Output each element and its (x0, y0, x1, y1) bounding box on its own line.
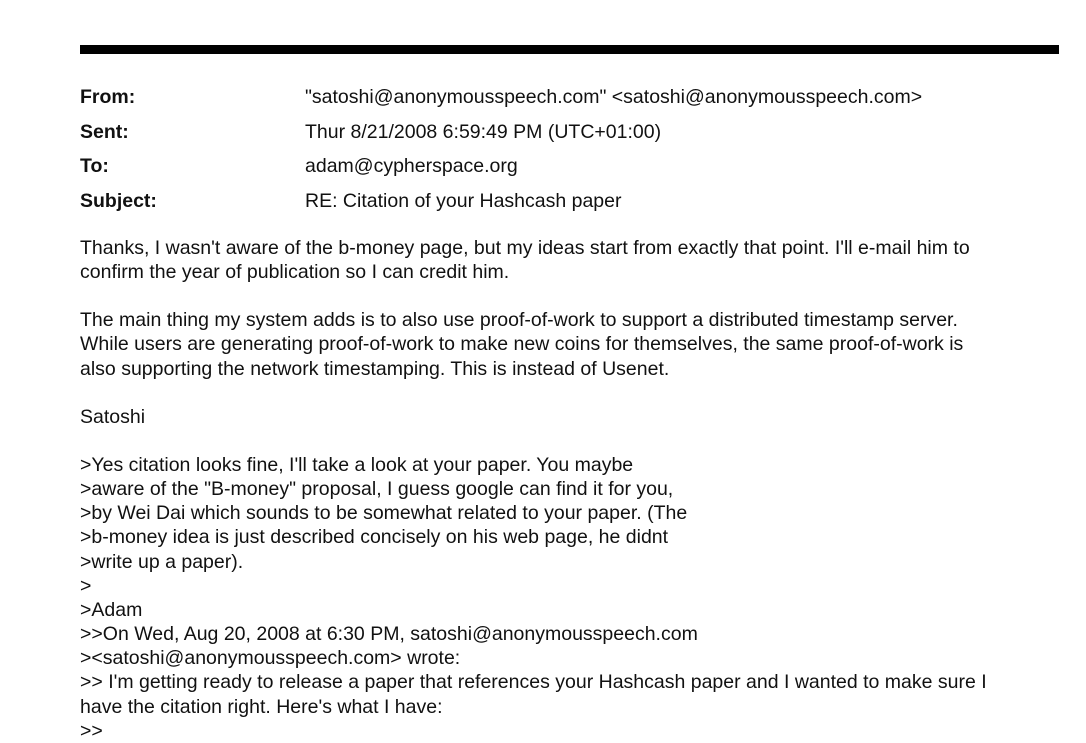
body-line: While users are generating proof-of-work to make new coins for themselves, the same proof-of-work is (80, 333, 964, 356)
quoted-line: > (80, 574, 92, 597)
from-value: "satoshi@anonymousspeech.com" <satoshi@anonymousspeech.com> (305, 86, 923, 108)
email-header (80, 84, 1060, 222)
quoted-line: >> (80, 719, 103, 742)
sent-row (80, 119, 1060, 154)
quoted-line: >Adam (80, 598, 143, 621)
paragraph-2 (80, 308, 1060, 381)
sent-value: Thur 8/21/2008 6:59:49 PM (UTC+01:00) (305, 120, 662, 143)
from-row (80, 84, 1060, 119)
quoted-line: >b-money idea is just described concisely on his web page, he didnt (80, 526, 669, 549)
from-label: From: (80, 86, 136, 108)
header-divider-rule (80, 45, 1059, 54)
quoted-line: ><satoshi@anonymousspeech.com> wrote: (80, 647, 461, 670)
quoted-line: >>On Wed, Aug 20, 2008 at 6:30 PM, satoshi@anonymousspeech.com (80, 623, 698, 646)
body-line: The main thing my system adds is to also use proof-of-work to support a distributed timestamp server. (80, 309, 958, 332)
quoted-line: >> I'm getting ready to release a paper that references your Hashcash paper and I wanted to make sure I (80, 671, 987, 694)
quoted-line: >by Wei Dai which sounds to be somewhat related to your paper. (The (80, 502, 688, 525)
paragraph-1 (80, 236, 1060, 284)
quoted-line: >Yes citation looks fine, I'll take a look at your paper. You maybe (80, 453, 634, 476)
to-row (80, 153, 1060, 188)
quoted-line: >write up a paper). (80, 550, 244, 573)
sent-label: Sent: (80, 120, 129, 143)
email-body (80, 236, 1060, 743)
to-value: adam@cypherspace.org (305, 155, 518, 177)
subject-value: RE: Citation of your Hashcash paper (305, 189, 622, 212)
to-label: To: (80, 155, 109, 177)
quoted-line: have the citation right. Here's what I have: (80, 695, 443, 718)
quoted-line: >aware of the "B-money" proposal, I guess google can find it for you, (80, 477, 674, 500)
body-line: also supporting the network timestamping. This is instead of Usenet. (80, 357, 670, 380)
subject-row (80, 188, 1060, 223)
body-line: confirm the year of publication so I can credit him. (80, 261, 510, 284)
subject-label: Subject: (80, 189, 157, 212)
quoted-reply (80, 453, 1060, 743)
signature: Satoshi (80, 405, 146, 428)
body-line: Thanks, I wasn't aware of the b-money page, but my ideas start from exactly that point. I'll e-mail him to (80, 237, 970, 259)
